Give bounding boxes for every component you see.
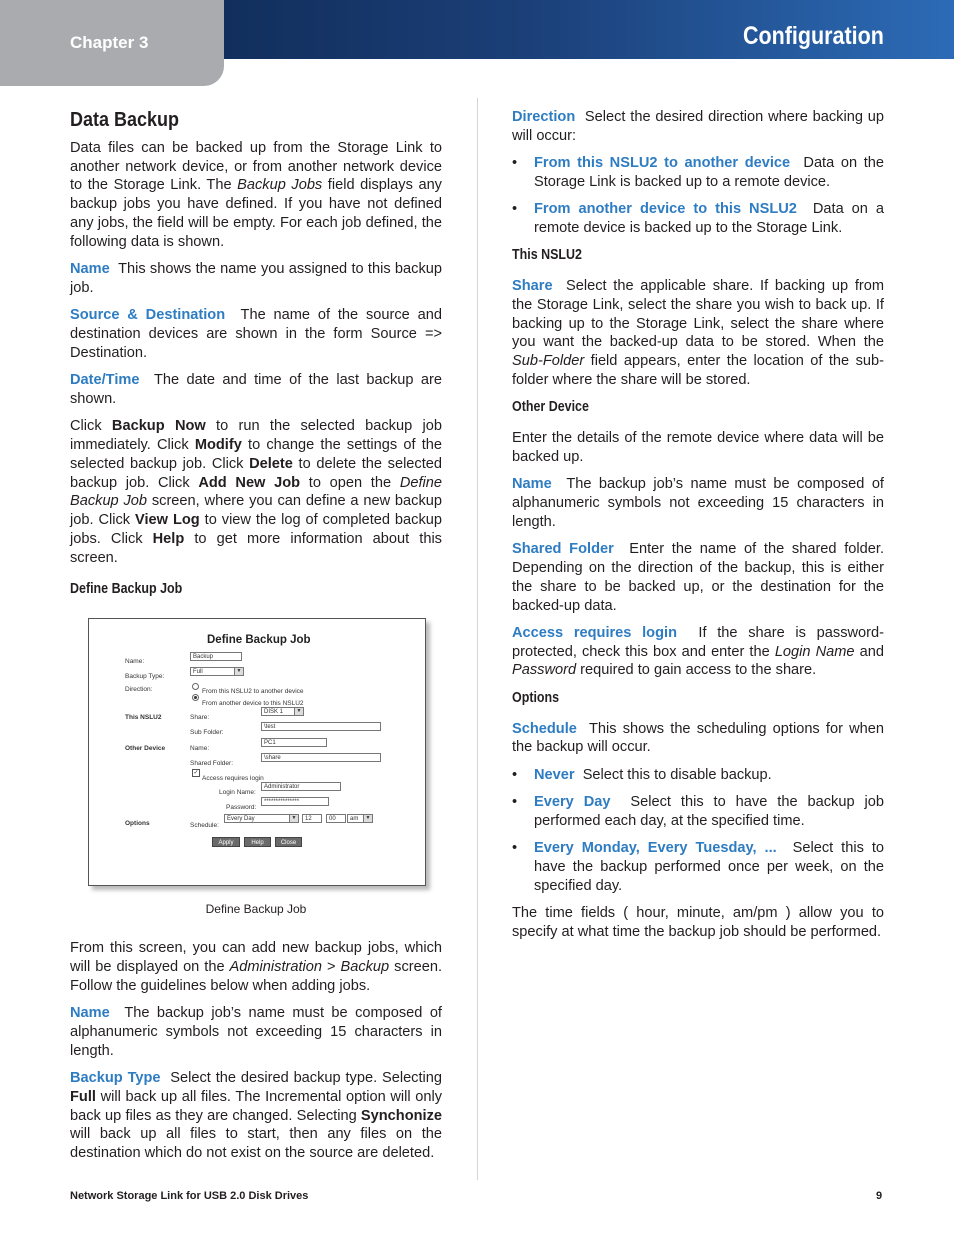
direction-list	[512, 154, 884, 238]
list-item: • Every Day Select this to have the backup job performed each day, at the specified time.	[512, 793, 884, 829]
form-subfolder-label: Sub Folder:	[190, 729, 224, 737]
chapter-label: Chapter 3	[70, 33, 149, 52]
form-schedule-select[interactable]: Every Day ▼	[224, 814, 299, 823]
form-login-input[interactable]: Administrator	[261, 782, 341, 791]
form-name-input[interactable]: Backup	[190, 652, 242, 661]
form-dir-opt1: From this NSLU2 to another device	[202, 688, 304, 696]
list-item: • Every Monday, Every Tuesday, ... Select this to have the backup performed once per week, on the specified day.	[512, 840, 884, 894]
list-item: • From another device to this NSLU2 Data on a remote device is backed up to the Storage Link.	[512, 201, 884, 236]
form-minute-input[interactable]: 00	[326, 814, 346, 823]
footer-title: Network Storage Link for USB 2.0 Disk Drives	[70, 1190, 309, 1202]
form-access-checkbox[interactable]: ✓	[193, 770, 199, 777]
source-destination-paragraph: Source & Destination The name of the source and destination devices are shown in the form Source => Destination.	[70, 307, 442, 361]
name-paragraph: Name This shows the name you assigned to this backup job.	[70, 261, 442, 296]
datetime-paragraph: Date/Time The date and time of the last backup are shown.	[70, 372, 442, 407]
form-close-button[interactable]: Close	[275, 837, 302, 847]
chevron-down-icon: ▼	[363, 815, 372, 822]
form-od-name-input[interactable]: PC1	[261, 738, 327, 747]
access-login-paragraph: Access requires login If the share is password-protected, check this box and enter the Login Name and Password required to gain access to the share.	[512, 624, 884, 679]
form-options: Options	[125, 820, 150, 828]
form-subfolder-input[interactable]: \test	[261, 722, 381, 731]
page-title: Data Backup	[70, 109, 180, 131]
other-device-heading: Other Device	[512, 399, 589, 416]
form-password-label: Password:	[226, 804, 257, 812]
right-name-paragraph: Name The backup job’s name must be composed of alphanumeric symbols not exceeding 15 characters in length.	[512, 476, 884, 530]
schedule-paragraph: Schedule This shows the scheduling options for when the backup will occur.	[512, 720, 884, 756]
form-direction-label: Direction:	[125, 686, 153, 694]
form-ampm-select[interactable]: am ▼	[347, 814, 373, 823]
page-number: 9	[876, 1190, 883, 1202]
form-share-label: Share:	[190, 714, 210, 722]
intro-paragraph: Data files can be backed up from the Storage Link to another network device, or from another network device to the Storage Link. The Backup Jobs field displays any backup jobs you have defined. If you have not defined any jobs, the field will be empty. For each job defined, the following data is shown.	[70, 139, 442, 250]
form-type-label: Backup Type:	[125, 673, 165, 681]
chevron-down-icon: ▼	[234, 668, 243, 675]
this-nslu2-heading: This NSLU2	[512, 247, 582, 264]
form-login-label: Login Name:	[219, 789, 256, 797]
shared-folder-paragraph: Shared Folder Enter the name of the shared folder. Depending on the direction of the backup, this is either the share to be backed up, or the destination for the backed-up data.	[512, 541, 885, 614]
options-heading: Options	[512, 689, 560, 706]
form-dir-radio-2[interactable]	[192, 694, 199, 701]
form-dir-opt2: From another device to this NSLU2	[202, 700, 304, 708]
define-backup-screenshot	[88, 618, 426, 886]
list-item: • Never Select this to disable backup.	[512, 766, 772, 783]
form-dir-radio-1[interactable]	[192, 683, 199, 690]
form-schedule-label: Schedule:	[190, 822, 219, 830]
form-hour-input[interactable]: 12	[302, 814, 322, 823]
form-od-name-label: Name:	[190, 745, 210, 753]
right-column	[512, 108, 884, 950]
figure-caption: Define Backup Job	[205, 902, 307, 917]
form-title: Define Backup Job	[207, 634, 311, 647]
other-device-paragraph: Enter the details of the remote device where data will be backed up.	[512, 430, 884, 465]
form-access-label: Access requires login	[202, 775, 264, 783]
share-paragraph: Share Select the applicable share. If backing up from the Storage Link, select the share you wish to back up. If backing up to the Storage Link, select the share where you want the backed-up data to be stored. When the Sub-Folder field appears, enter the location of the sub-folder where the share will be stored.	[512, 278, 885, 389]
form-this-nslu2: This NSLU2	[125, 714, 162, 722]
form-shared-folder-label: Shared Folder:	[190, 760, 233, 768]
form-shared-folder-input[interactable]: \share	[261, 753, 381, 762]
from-screen-paragraph: From this screen, you can add new backup jobs, which will be displayed on the Administration > Backup screen. Follow the guidelines below when adding jobs.	[70, 940, 442, 994]
time-fields-paragraph: The time fields ( hour, minute, am/pm ) allow you to specify at what time the backup job should be performed.	[512, 904, 884, 940]
click-paragraph: Click Backup Now to run the selected backup job immediately. Click Modify to change the settings of the selected backup job. Click Delete to delete the selected backup job. Click Add New Job to open the Define Backup Job screen, where you can define a new backup job. Click View Log to view the log of completed backup jobs. Click Help to get more information about this screen.	[70, 418, 443, 566]
chevron-down-icon: ▼	[289, 815, 298, 822]
form-share-select[interactable]: DISK 1 ▼	[261, 707, 304, 716]
left-column	[70, 108, 442, 1171]
section-title: Configuration	[743, 22, 884, 50]
form-type-select[interactable]: Full ▼	[190, 667, 244, 676]
form-apply-button[interactable]: Apply	[212, 837, 240, 847]
list-item: • From this NSLU2 to another device Data on the Storage Link is backed up to a remote device.	[512, 155, 885, 190]
name2-paragraph: Name The backup job’s name must be composed of alphanumeric symbols not exceeding 15 characters in length.	[70, 1005, 442, 1059]
backup-type-paragraph: Backup Type Select the desired backup type. Selecting Full will back up all files. The Incremental option will only back up files as they are changed. Selecting Synchonize will back up all files to start, then any files on the destination which do not exist on the source are deleted.	[70, 1069, 443, 1162]
form-other-device: Other Device	[125, 745, 166, 753]
schedule-list	[512, 766, 884, 896]
form-name-label: Name:	[125, 658, 145, 666]
form-help-button[interactable]: Help	[244, 837, 271, 847]
form-password-input[interactable]: ***************	[261, 797, 329, 806]
column-divider	[477, 98, 478, 1180]
define-backup-subtitle: Define Backup Job	[70, 580, 183, 597]
chevron-down-icon: ▼	[294, 708, 303, 715]
direction-paragraph: Direction Select the desired direction where backing up will occur:	[512, 109, 885, 144]
